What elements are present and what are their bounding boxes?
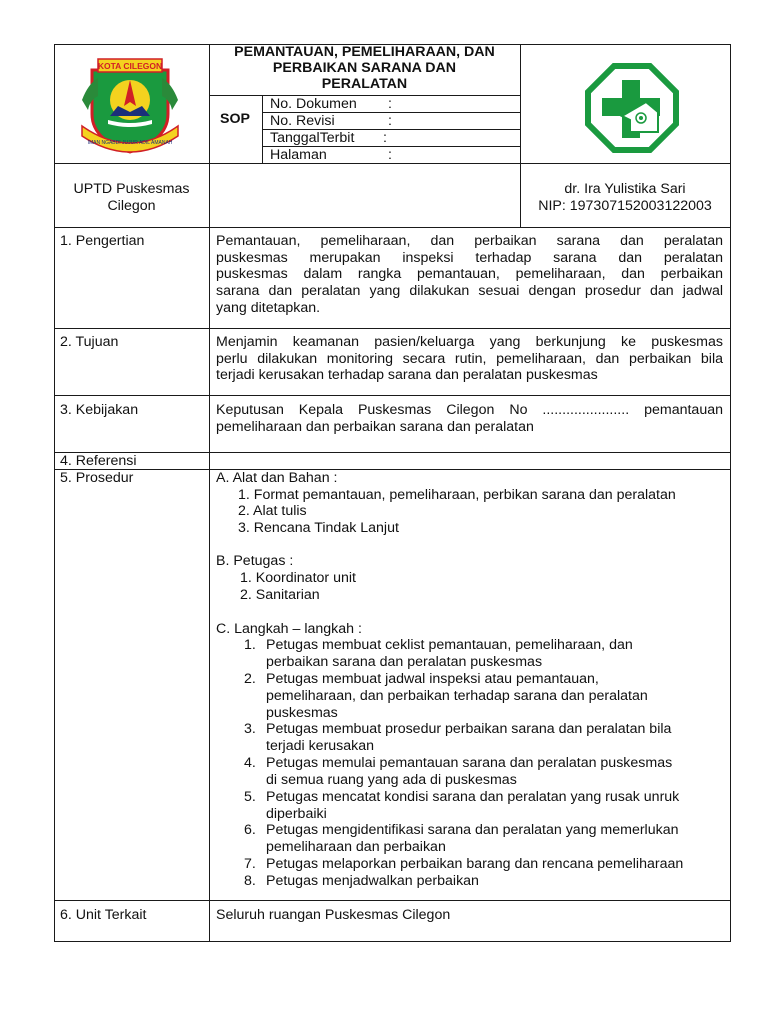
prosedur-a-item-3: 3. Rencana Tindak Lanjut bbox=[238, 520, 399, 536]
tujuan-label: 2. Tujuan bbox=[60, 334, 119, 350]
logo-motto-text: IMAN NGABDI JUJUR ADIL AMANAH bbox=[87, 140, 173, 146]
sop-label: SOP bbox=[220, 111, 250, 127]
pengertian-line-4: sarana dan peralatan yang dilakukan sesuai dengan prosedur dan jadwal bbox=[216, 283, 723, 300]
meta-no-revisi: No. Revisi bbox=[270, 113, 335, 129]
meta-halaman-sep: : bbox=[388, 147, 392, 163]
prosedur-b-item-1: 1. Koordinator unit bbox=[240, 570, 356, 586]
step-3-line-1: Petugas membuat prosedur perbaikan sarana dan peralatan bila bbox=[266, 721, 672, 737]
step-8-line-1: Petugas menjadwalkan perbaikan bbox=[266, 873, 479, 889]
pengertian-line-1: Pemantauan, pemeliharaan, dan perbaikan sarana dan peralatan bbox=[216, 233, 723, 249]
step-6-line-1: Petugas mengidentifikasi sarana dan peralatan yang memerlukan bbox=[266, 822, 679, 838]
prosedur-b-title: B. Petugas : bbox=[216, 553, 294, 569]
kebijakan-label: 3. Kebijakan bbox=[60, 402, 139, 418]
meta-tanggal-terbit-sep: : bbox=[383, 130, 387, 146]
step-4-line-1: Petugas memulai pemantauan sarana dan peralatan puskesmas bbox=[266, 755, 673, 771]
pengertian-text bbox=[216, 233, 723, 317]
title-line-1: PEMANTAUAN, PEMELIHARAAN, DAN bbox=[234, 44, 495, 60]
organization-name bbox=[54, 181, 209, 215]
unit-terkait-value: Seluruh ruangan Puskesmas Cilegon bbox=[216, 907, 451, 923]
step-2-line-1: Petugas membuat jadwal inspeksi atau pemantauan, bbox=[266, 671, 599, 687]
meta-halaman: Halaman bbox=[270, 147, 327, 163]
kota-cilegon-logo bbox=[78, 56, 182, 156]
tujuan-text bbox=[216, 334, 723, 384]
meta-no-dokumen-sep: : bbox=[388, 96, 392, 112]
tujuan-line-2: perlu dilakukan monitoring secara rutin, pemeliharaan, dan perbaikan bila bbox=[216, 350, 723, 367]
step-4-number: 4. bbox=[244, 755, 256, 771]
org-line-2: Cilegon bbox=[107, 198, 156, 214]
prosedur-a-title: A. Alat dan Bahan : bbox=[216, 470, 338, 486]
pengertian-line-3: puskesmas dalam rangka pemantauan, pemeliharaan, dan perbaikan bbox=[216, 266, 723, 283]
title-line-3: PERALATAN bbox=[321, 75, 408, 92]
kebijakan-line-1: Keputusan Kepala Puskesmas Cilegon No ...................... pemantauan bbox=[216, 402, 723, 418]
signatory-name: dr. Ira Yulistika Sari bbox=[564, 181, 686, 197]
prosedur-b-item-2: 2. Sanitarian bbox=[240, 587, 320, 603]
title-line-2: PERBAIKAN SARANA DAN bbox=[272, 59, 457, 76]
step-5-line-1: Petugas mencatat kondisi sarana dan peralatan yang rusak unruk bbox=[266, 789, 680, 805]
tujuan-line-3: terjadi kerusakan terhadap sarana dan peralatan puskesmas bbox=[216, 367, 598, 384]
signatory-block bbox=[520, 181, 730, 215]
prosedur-label: 5. Prosedur bbox=[60, 470, 134, 486]
step-2-line-2: pemeliharaan, dan perbaikan terhadap sarana dan peralatan bbox=[266, 688, 648, 704]
prosedur-a-item-1: 1. Format pemantauan, pemeliharaan, perbikan sarana dan peralatan bbox=[238, 487, 676, 503]
step-1-number: 1. bbox=[244, 637, 256, 653]
step-8-number: 8. bbox=[244, 873, 256, 889]
step-6-number: 6. bbox=[244, 822, 256, 838]
step-3-number: 3. bbox=[244, 721, 256, 737]
prosedur-c-title: C. Langkah – langkah : bbox=[216, 621, 362, 637]
document-title bbox=[209, 45, 520, 92]
meta-tanggal-terbit: TanggalTerbit bbox=[270, 130, 355, 146]
kebijakan-line-2: pemeliharaan dan perbaikan sarana dan peralatan bbox=[216, 418, 534, 435]
step-5-number: 5. bbox=[244, 789, 256, 805]
meta-no-dokumen: No. Dokumen bbox=[270, 96, 357, 112]
referensi-label: 4. Referensi bbox=[60, 453, 137, 469]
pengertian-line-2: puskesmas merupakan inspeksi terhadap sarana dan peralatan bbox=[216, 249, 723, 266]
signatory-nip: NIP: 197307152003122003 bbox=[538, 198, 712, 214]
meta-no-revisi-sep: : bbox=[388, 113, 392, 129]
prosedur-a-item-2: 2. Alat tulis bbox=[238, 503, 307, 519]
step-1-line-2: perbaikan sarana dan peralatan puskesmas bbox=[266, 654, 543, 670]
step-2-number: 2. bbox=[244, 671, 256, 687]
unit-terkait-label: 6. Unit Terkait bbox=[60, 907, 147, 923]
kebijakan-text bbox=[216, 402, 723, 435]
org-line-1: UPTD Puskesmas bbox=[73, 181, 190, 197]
step-5-line-2: diperbaiki bbox=[266, 806, 327, 822]
step-2-line-3: puskesmas bbox=[266, 705, 338, 721]
step-1-line-1: Petugas membuat ceklist pemantauan, pemeliharaan, dan bbox=[266, 637, 633, 653]
step-3-line-2: terjadi kerusakan bbox=[266, 738, 375, 754]
pengertian-label: 1. Pengertian bbox=[60, 233, 145, 249]
puskesmas-logo bbox=[584, 62, 680, 154]
step-4-line-2: di semua ruang yang ada di puskesmas bbox=[266, 772, 517, 788]
logo-title-text: KOTA CILEGON bbox=[97, 61, 163, 71]
step-7-line-1: Petugas melaporkan perbaikan barang dan rencana pemeliharaan bbox=[266, 856, 684, 872]
pengertian-line-5: yang ditetapkan. bbox=[216, 299, 321, 316]
step-7-number: 7. bbox=[244, 856, 256, 872]
step-6-line-2: pemeliharaan dan perbaikan bbox=[266, 839, 446, 855]
tujuan-line-1: Menjamin keamanan pasien/keluarga yang berkunjung ke puskesmas bbox=[216, 334, 723, 350]
